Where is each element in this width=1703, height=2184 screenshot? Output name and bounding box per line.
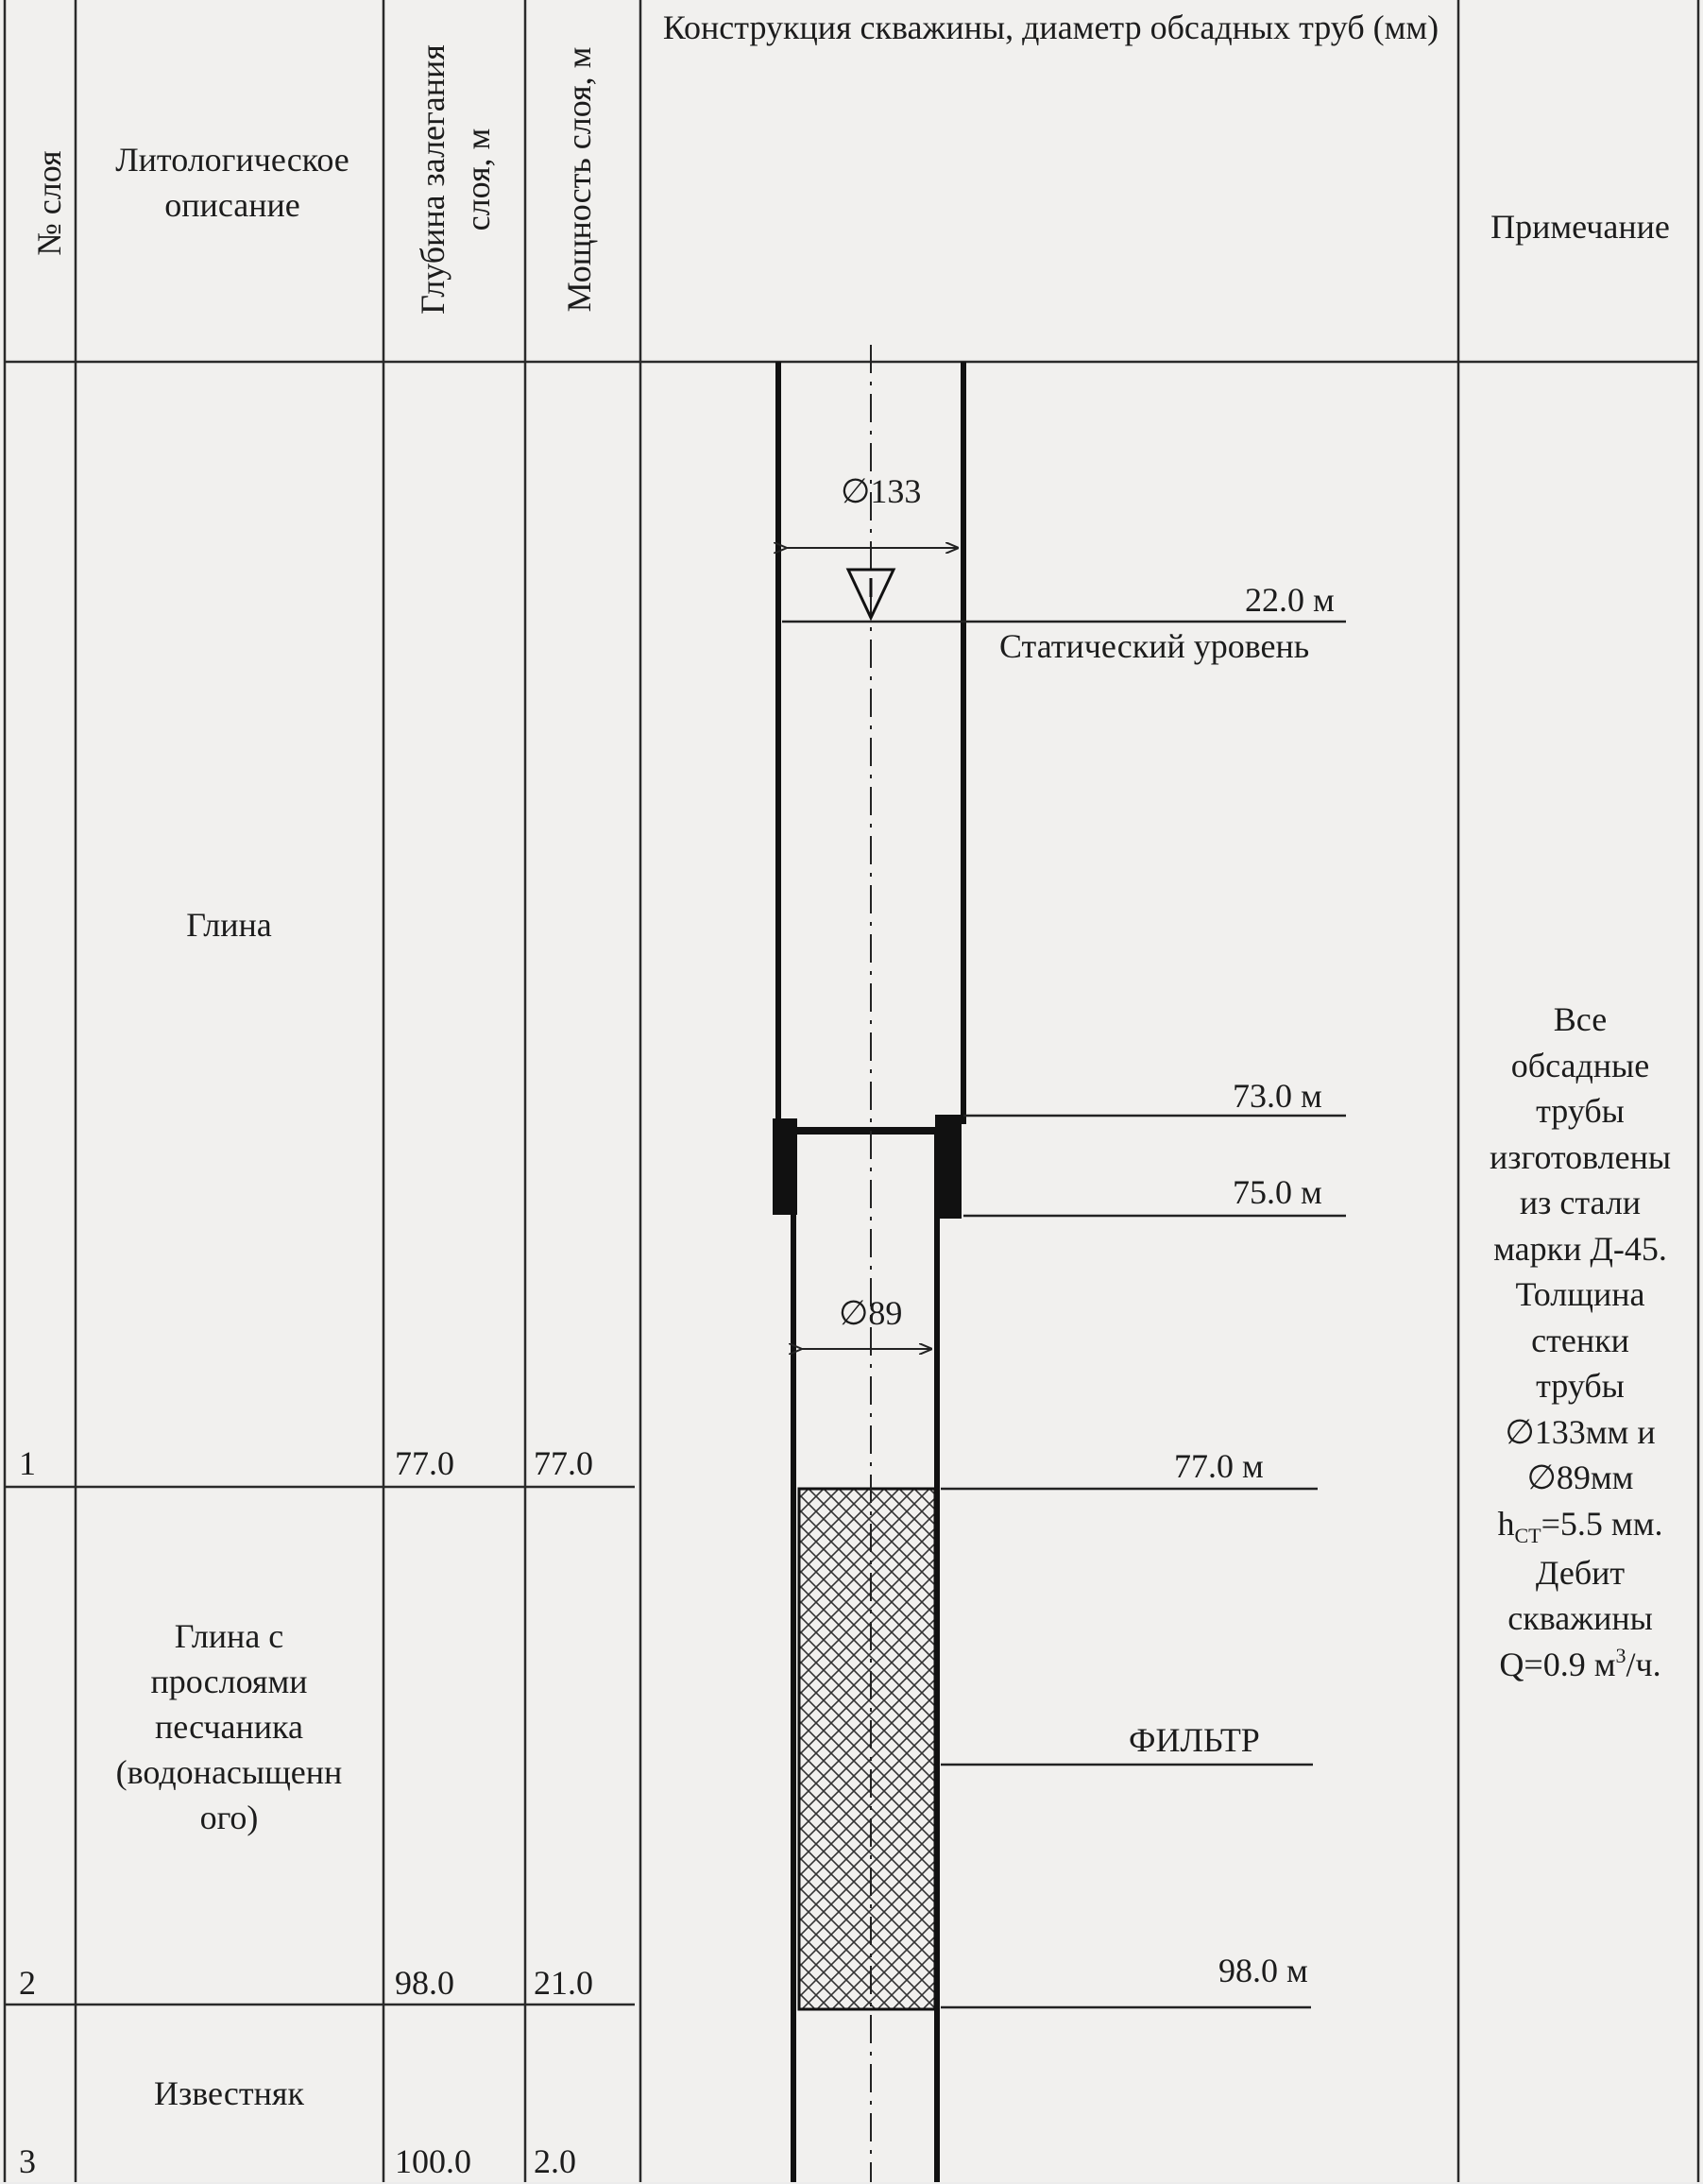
note-line: ∅89мм bbox=[1526, 1459, 1634, 1496]
header-litho: Литологическое описание bbox=[115, 141, 349, 224]
note-text bbox=[1462, 997, 1698, 1687]
depth-lines bbox=[941, 1116, 1346, 2007]
header-depth: Глубина залегания слоя, м bbox=[414, 44, 497, 315]
header-note: Примечание bbox=[1490, 208, 1670, 246]
header-layer-no: № слоя bbox=[30, 150, 68, 256]
note-line: стенки bbox=[1531, 1321, 1629, 1359]
layer-2-description-line: ого) bbox=[199, 1799, 259, 1836]
header-construction: Конструкция скважины, диаметр обсадных труб (мм) bbox=[662, 9, 1439, 46]
depth-mark-77: 77.0 м bbox=[1174, 1447, 1264, 1485]
layer-2-description-line: Глина с bbox=[174, 1617, 284, 1655]
layer-2-description-line: песчаника bbox=[155, 1708, 303, 1746]
layer-1-no: 1 bbox=[19, 1444, 36, 1482]
hct-subscript: CT bbox=[1514, 1523, 1541, 1547]
header-thickness: Мощность слоя, м bbox=[560, 46, 598, 313]
hct-symbol: h bbox=[1497, 1504, 1515, 1543]
layer-1-depth: 77.0 bbox=[395, 1444, 454, 1482]
note-q-line bbox=[1462, 1642, 1698, 1688]
layer-2-thickness: 21.0 bbox=[534, 1964, 593, 2002]
filter-zone bbox=[799, 1489, 935, 2009]
casing-shoe bbox=[773, 1115, 962, 1219]
note-line: марки Д-45. bbox=[1493, 1229, 1667, 1268]
static-level-value: 22.0 м bbox=[1245, 581, 1335, 619]
layer-2-description bbox=[85, 1613, 373, 1840]
diameter-89-label: ∅89 bbox=[839, 1294, 903, 1332]
q-superscript: 3 bbox=[1615, 1643, 1626, 1667]
note-line: обсадные bbox=[1510, 1046, 1650, 1084]
note-line: скважины bbox=[1507, 1599, 1653, 1637]
q-prefix: Q=0.9 м bbox=[1499, 1645, 1616, 1683]
depth-mark-75: 75.0 м bbox=[1233, 1173, 1322, 1211]
layer-2-depth: 98.0 bbox=[395, 1964, 454, 2002]
depth-mark-98: 98.0 м bbox=[1218, 1952, 1308, 1989]
layer-2-description-line: прослоями bbox=[150, 1663, 308, 1700]
layer-2-description-line: (водонасыщенн bbox=[115, 1753, 343, 1791]
layer-2-no: 2 bbox=[19, 1964, 36, 2002]
note-hct-line bbox=[1462, 1501, 1698, 1550]
layer-3-thickness: 2.0 bbox=[534, 2142, 576, 2180]
note-line: Все bbox=[1553, 1000, 1608, 1038]
note-line: изготовлены bbox=[1489, 1137, 1672, 1176]
layer-3-no: 3 bbox=[19, 2142, 36, 2180]
static-level-label: Статический уровень bbox=[999, 627, 1310, 665]
filter-label: ФИЛЬТР bbox=[1129, 1721, 1260, 1759]
layer-1-description: Глина bbox=[186, 906, 272, 944]
depth-mark-73: 73.0 м bbox=[1233, 1077, 1322, 1115]
layer-3-depth: 100.0 bbox=[395, 2142, 471, 2180]
hct-value: =5.5 мм. bbox=[1541, 1504, 1663, 1543]
note-line: Толщина bbox=[1515, 1275, 1645, 1313]
note-line: трубы bbox=[1536, 1367, 1625, 1405]
layer-3-description: Известняк bbox=[154, 2074, 304, 2112]
note-line: из стали bbox=[1519, 1184, 1642, 1221]
diameter-133-label: ∅133 bbox=[841, 472, 922, 510]
note-line: Дебит bbox=[1535, 1553, 1626, 1592]
q-suffix: /ч. bbox=[1626, 1645, 1661, 1683]
layer-1-thickness: 77.0 bbox=[534, 1444, 593, 1482]
note-line: ∅133мм и bbox=[1505, 1412, 1656, 1451]
note-line: трубы bbox=[1536, 1092, 1625, 1130]
